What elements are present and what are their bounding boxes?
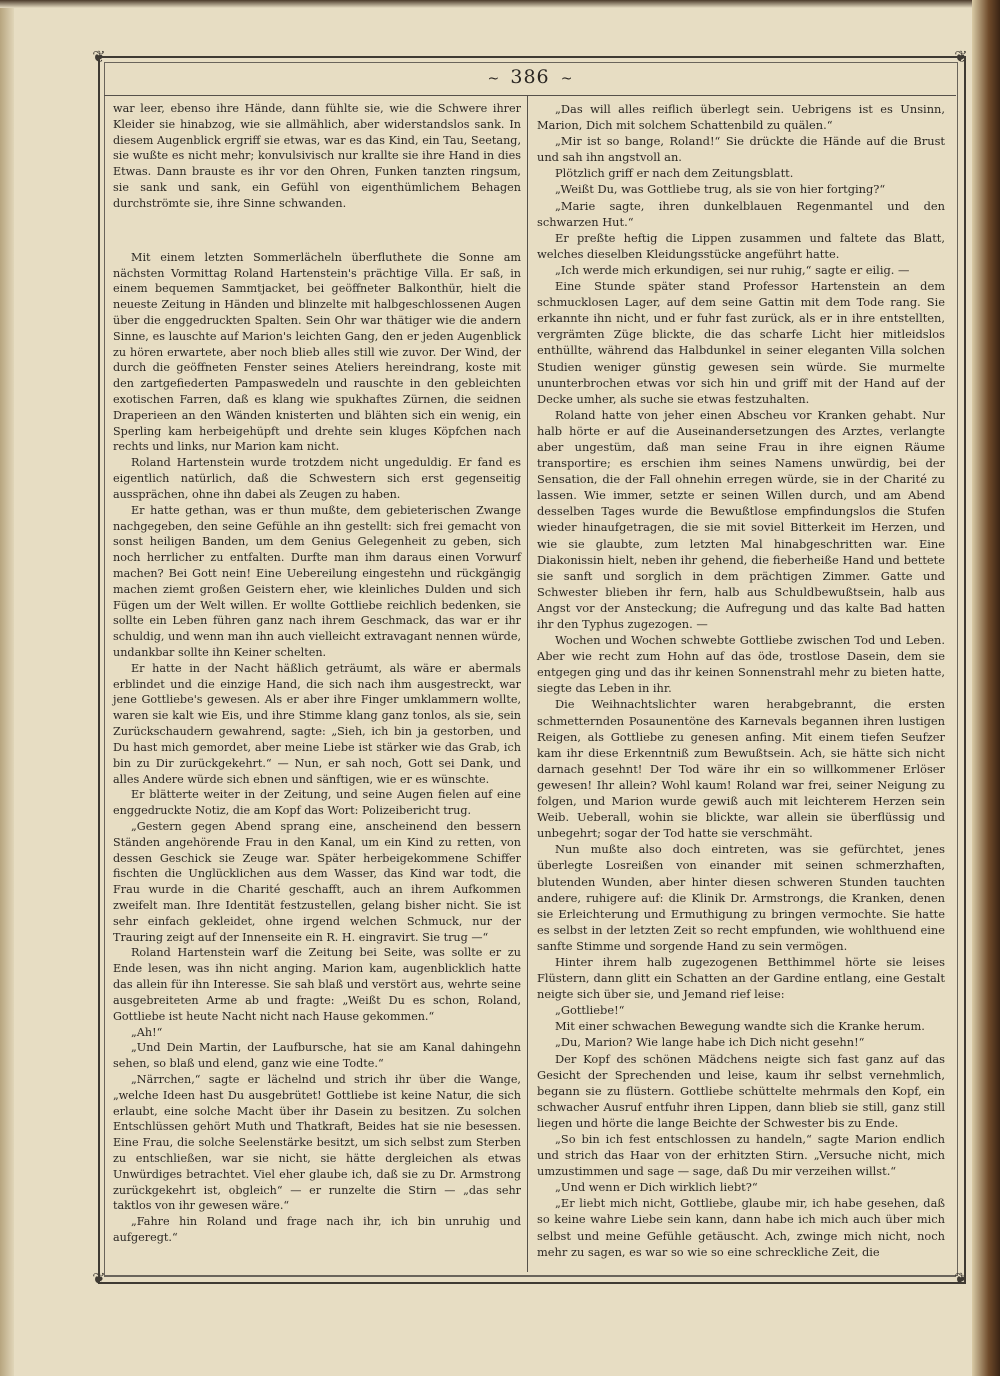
paragraph: „Ich werde mich erkundigen, sei nur ruhig,“ sagte er eilig. — <box>555 262 910 277</box>
paragraph: „Und Dein Martin, der Laufbursche, hat sie am Kanal dahingehn sehen, so blaß und elend, ganz wie eine Todte.“ <box>113 1041 521 1071</box>
paragraph: „Er liebt mich nicht, Gottliebe, glaube mir, ich habe gesehen, daß so keine wahre Liebe sein kann, dann habe ich mich auch über mich selbst und meine Gefühle getäuscht. Ach, zwinge mich nicht, noch mehr zu sagen, es war so wie so eine schreckliche Zeit, die <box>537 1196 945 1259</box>
corner-ornament-icon: ❦ <box>954 47 968 66</box>
section-break <box>113 212 521 250</box>
footer-rule <box>104 1276 956 1277</box>
paragraph: Plötzlich griff er nach dem Zeitungsblatt. <box>555 166 794 181</box>
paragraph: „Närrchen,“ sagte er lächelnd und strich ihr über die Wange, „welche Ideen hast Du ausgebrütet! Gottliebe ist keine Natur, die sich erlaubt, eine solche Macht über ihr Dasein zu besitzen. Zu solchen Entschlüssen gehört Muth und Thatkraft, Beides hat sie nie besessen. Eine Frau, die solche Seelenstärke besitzt, um sich selbst zum Sterben zu entschließen, war sie nicht, sie hätte dergleichen als etwas Unwürdiges betrachtet. Viel eher glaube ich, daß sie zu Dr. Armstrong zurückgekehrt ist, obgleich“ — er runzelte die Stirn — „das sehr taktlos von ihr gewesen wäre.“ <box>113 1072 521 1213</box>
paragraph: „Weißt Du, was Gottliebe trug, als sie von hier fortging?“ <box>555 182 886 197</box>
corner-ornament-icon: ❦ <box>954 1269 968 1288</box>
paragraph: „Marie sagte, ihren dunkelblauen Regenmantel und den schwarzen Hut.“ <box>537 198 945 229</box>
paragraph: war leer, ebenso ihre Hände, dann fühlte sie, wie die Schwere ihrer Kleider sie hinabzog, wie sie allmählich, aber widerstandslos sank. In diesem Augenblick ergriff sie etwas, war es das Kind, ein Tau, Seetang, sie wußte es nicht mehr; konvulsivisch nur krallte sie ihre Hand in dies Etwas. Dann brauste es ihr vor den Ohren, Funken tanzten ringsum, sie sank und sank, ein Gefühl von eigenthümlichem Behagen durchströmte sie, ihre Sinne schwanden. <box>113 102 521 210</box>
flourish-right-icon: ~ <box>560 71 573 87</box>
page-header <box>104 66 956 92</box>
paragraph: Er hatte in der Nacht häßlich geträumt, als wäre er abermals erblindet und die einzige Hand, die sich nach ihm ausgestreckt, war jene Gottliebe's gewesen. Als er aber ihre Finger umklammern wollte, waren sie kalt wie Eis, und ihre Stimme klang ganz tonlos, als sie, sein Zurückschaudern gewahrend, sagte: „Sieh, ich bin ja gestorben, und Du hast mich gemordet, aber meine Liebe ist stärker wie das Grab, ich bin zu Dir zurückgekehrt.“ — Nun, er sah noch, Gott sei Dank, und alles Andere würde sich ebnen und sänftigen, wie er es wünschte. <box>113 661 521 786</box>
flourish-left-icon: ~ <box>487 71 500 87</box>
right-column <box>537 101 945 1260</box>
column-divider <box>527 96 528 1272</box>
paragraph: „Das will alles reiflich überlegt sein. Uebrigens ist es Unsinn, Marion, Dich mit solchem Schattenbild zu quälen.“ <box>537 102 945 133</box>
paragraph: Roland hatte von jeher einen Abscheu vor Kranken gehabt. Nur halb hörte er auf die Auseinandersetzungen des Arztes, verlangte aber ungestüm, daß man seine Frau in ihre eignen Räume transportire; es erschien ihm seines Namens unwürdig, bei der Sensation, die der Fall ohnehin erregen würde, sie in der Charité zu lassen. Wie immer, setzte er seinen Willen durch, und am Abend desselben Tages wurde die Bewußtlose empfindungslos die Stufen wieder hinaufgetragen, die sie mit soviel Bitterkeit im Herzen, und wie sie glaubte, zum letzten Mal hinabgeschritten war. Eine Diakonissin hielt, neben ihr gehend, die fieberheiße Hand und bettete sie sanft und sorglich in dem prächtigen Zimmer. Gatte und Schwester blieben ihr fern, halb aus Schuldbewußtsein, halb aus Angst vor der Ansteckung; die Aufregung und das kalte Bad hatten ihr den Typhus zugezogen. — <box>537 407 945 631</box>
paragraph: Der Kopf des schönen Mädchens neigte sich fast ganz auf das Gesicht der Sprechenden und leise, kaum ihr selbst vernehmlich, begann sie zu flüstern. Gottliebe schüttelte mehrmals den Kopf, ein schwacher Ausruf entfuhr ihren Lippen, dann blieb sie still, ganz still liegen und hörte die lange Beichte der Schwester bis zu Ende. <box>537 1051 945 1130</box>
paragraph: Roland Hartenstein warf die Zeitung bei Seite, was sollte er zu Ende lesen, was ihn nicht anging. Marion kam, augenblicklich hatte das allein für ihn Interesse. Sie sah blaß und verstört aus, wehrte seine ausgebreiteten Arme ab und fragte: „Weißt Du es schon, Roland, Gottliebe ist heute Nacht nicht nach Hause gekommen.“ <box>113 946 521 1023</box>
paragraph: Er hatte gethan, was er thun mußte, dem gebieterischen Zwange nachgegeben, den seine Gefühle an ihn gestellt: sich frei gemacht von sonst heiligen Banden, um dem Genius Gelegenheit zu geben, sich noch herrlicher zu entfalten. Durfte man ihm daraus einen Vorwurf machen? Bei Gott nein! Eine Uebereilung eingestehn und rückgängig machen ziemt großen Geistern eher, wie kleinliches Dulden und sich Fügen um der Welt willen. Er wollte Gottliebe reichlich bedenken, sie sollte ein Leben führen ganz nach ihrem Geschmack, das war er ihr schuldig, und wenn man ihn auch vielleicht extravagant nennen würde, undankbar sollte ihn Keiner schelten. <box>113 503 521 659</box>
corner-ornament-icon: ❦ <box>92 1269 106 1288</box>
page-number: 386 <box>510 66 550 88</box>
paragraph: „Ah!“ <box>131 1025 163 1039</box>
top-edge-shadow <box>0 0 1000 8</box>
page-edge-shadow <box>972 0 1000 1376</box>
paragraph: Wochen und Wochen schwebte Gottliebe zwischen Tod und Leben. Aber wie recht zum Hohn auf das öde, trostlose Dasein, dem sie entgegen ging und das ihr keinen Sonnenstrahl mehr zu bieten hatte, siegte das Leben in ihr. <box>537 633 945 696</box>
left-column <box>113 101 521 1246</box>
paragraph: „So bin ich fest entschlossen zu handeln,“ sagte Marion endlich und strich das Haar von der erhitzten Stirn. „Versuche nicht, mich umzustimmen und sage — sage, daß Du mir verzeihen willst.“ <box>537 1132 945 1179</box>
paragraph: „Du, Marion? Wie lange habe ich Dich nicht gesehn!“ <box>555 1035 865 1050</box>
paragraph: Eine Stunde später stand Professor Hartenstein an dem schmucklosen Lager, auf dem seine Gattin mit dem Tode rang. Sie erkannte ihn nicht, und er fuhr fast zurück, als er in ihre entstellten, vergrämten Züge blickte, die das scharfe Licht hier mitleidslos enthüllte, während das Halbdunkel in seiner eleganten Villa solchen Studien weniger günstig gewesen sein würde. Sie murmelte ununterbrochen etwas vor sich hin und griff mit der Hand auf der Decke umher, als suche sie etwas festzuhalten. <box>537 279 945 406</box>
paragraph: „Mir ist so bange, Roland!“ Sie drückte die Hände auf die Brust und sah ihn angstvoll an. <box>537 134 945 165</box>
header-rule <box>104 95 956 96</box>
paragraph: Die Weihnachtslichter waren herabgebrannt, die ersten schmetternden Posaunentöne des Karnevals begannen ihren lustigen Reigen, als Gottliebe zu genesen anfing. Mit einem tiefen Seufzer kam ihr diese Erkenntniß zum Bewußtsein. Ach, sie hätte sich nicht darnach gesehnt! Der Tod wäre ihr ein so willkommener Erlöser gewesen! Ihr allein? Wohl kaum! Roland war frei, seiner Neigung zu folgen, und Marion wurde gewiß auch mit leichterem Herzen sein Weib. Ueberall, wohin sie blickte, war allein sie überflüssig und unbegehrt; sogar der Tod hatte sie verschmäht. <box>537 697 945 841</box>
paragraph: „Gottliebe!“ <box>555 1003 625 1018</box>
paragraph: „Gestern gegen Abend sprang eine, anscheinend den bessern Ständen angehörende Frau in den Kanal, um ein Kind zu retten, von dessen Geschick sie Zeuge war. Später herbeigekommene Schiffer fischten die Unglücklichen aus dem Wasser, das Kind war todt, die Frau wurde in die Charité geschafft, auch an ihrem Aufkommen zweifelt man. Ihre Identität festzustellen, gelang bisher nicht. Sie ist sehr einfach gekleidet, ohne irgend welchen Schmuck, nur der Trauring zeigt auf der Innenseite ein R. H. eingravirt. Sie trug —“ <box>113 819 521 944</box>
book-spine-shadow <box>0 0 14 1376</box>
paragraph: Hinter ihrem halb zugezogenen Betthimmel hörte sie leises Flüstern, dann glitt ein Schatten an der Gardine entlang, eine Gestalt neigte sich über sie, und Jemand rief leise: <box>537 954 945 1002</box>
paragraph: Er blätterte weiter in der Zeitung, und seine Augen fielen auf eine enggedruckte Notiz, die am Kopf das Wort: Polizeibericht trug. <box>113 788 521 818</box>
paragraph: Mit einem letzten Sommerlächeln überfluthete die Sonne am nächsten Vormittag Roland Hartenstein's prächtige Villa. Er saß, in einem bequemen Sammtjacket, bei geöffneter Balkonthür, hielt die neueste Zeitung in Händen und blinzelte mit halbgeschlossenen Augen über die enggedruckten Spalten. Sein Ohr war thätiger wie die andern Sinne, es lauschte auf Marion's leichten Gang, den er jeden Augenblick zu hören erwartete, aber noch blieb alles still wie zuvor. Der Wind, der durch die geöffneten Fenster seines Ateliers hereindrang, koste mit den zartgefiederten Pampaswedeln und rauschte in den gebleichten exotischen Farren, daß es klang wie spukhaftes Zürnen, die seidnen Draperieen an den Wänden knisterten und blähten sich ein wenig, ein Sperling kam herbeigehüpft und drehte sein kluges Köpfchen nach rechts und links, nur Marion kam nicht. <box>113 250 521 454</box>
corner-ornament-icon: ❦ <box>92 47 106 66</box>
paragraph: Roland Hartenstein wurde trotzdem nicht ungeduldig. Er fand es eigentlich natürlich, daß die Schwestern sich erst gegenseitig aussprächen, ohne ihn dabei als Zeugen zu haben. <box>113 456 521 501</box>
paragraph: „Fahre hin Roland und frage nach ihr, ich bin unruhig und aufgeregt.“ <box>113 1215 521 1245</box>
paragraph: „Und wenn er Dich wirklich liebt?“ <box>555 1180 758 1195</box>
paragraph: Er preßte heftig die Lippen zusammen und faltete das Blatt, welches dieselben Kleidungsstücke angeführt hatte. <box>537 230 945 261</box>
paragraph: Nun mußte also doch eintreten, was sie gefürchtet, jenes überlegte Losreißen von einander mit seinen schmerzhaften, blutenden Wunden, aber hinter diesen schweren Stunden tauchten andere, ruhigere auf: die Klinik Dr. Armstrongs, die Kranken, denen sie Erleichterung und Ermuthigung zu bringen vermochte. Sie hatte es selbst in der letzten Zeit so recht empfunden, wie wohlthuend eine sanfte Stimme und sorgende Hand zu sein vermögen. <box>537 842 945 953</box>
paragraph: Mit einer schwachen Bewegung wandte sich die Kranke herum. <box>555 1019 925 1034</box>
